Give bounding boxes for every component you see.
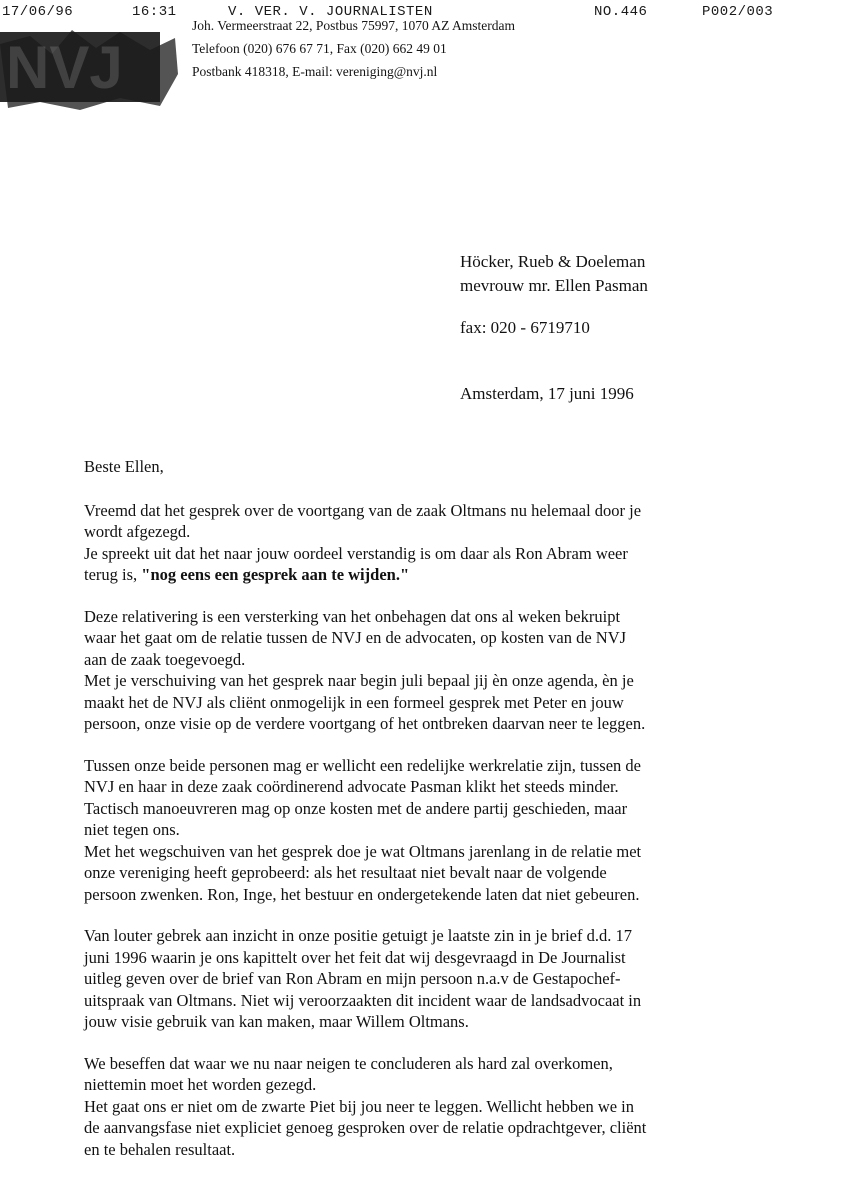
recipient-firm: Höcker, Rueb & Doeleman — [460, 252, 646, 271]
salutation: Beste Ellen, — [84, 457, 164, 476]
paragraph-line: NVJ en haar in deze zaak coördinerend advocate Pasman klikt het steeds minder. — [84, 777, 619, 796]
paragraph-line: Deze relativering is een versterking van het onbehagen dat ons al weken bekruipt — [84, 606, 621, 626]
paragraph-line: uitleg geven over de brief van Ron Abram en mijn persoon n.a.v de Gestapochef- — [84, 969, 621, 988]
recipient-name: mevrouw mr. Ellen Pasman — [460, 276, 648, 295]
fax-number: NO.446 — [594, 4, 648, 20]
paragraph-line: onze vereniging heeft geprobeerd: als het resultaat niet bevalt naar de volgende — [84, 863, 607, 882]
quoted-phrase: "nog eens een gesprek aan te wijden." — [141, 565, 410, 584]
paragraph-line: persoon zwenken. Ron, Inge, het bestuur en ondergetekende laten dat niet gebeuren. — [84, 884, 640, 904]
paragraph-line: Met je verschuiving van het gesprek naar begin juli bepaal jij èn onze agenda, èn je — [84, 671, 634, 690]
paragraph-line: waar het gaat om de relatie tussen de NVJ en de advocaten, op kosten van de NVJ — [84, 628, 627, 647]
paragraph-line: We beseffen dat waar we nu naar neigen te concluderen als hard zal overkomen, — [84, 1053, 613, 1073]
fax-date: 17/06/96 — [2, 4, 74, 20]
paragraph-line: Tactisch manoeuvreren mag op onze kosten met de andere partij geschieden, maar — [84, 798, 628, 818]
letterhead-bank-email: Postbank 418318, E-mail: vereniging@nvj.nl — [192, 64, 438, 79]
paragraph-5 — [84, 1053, 854, 1161]
paragraph-line: jouw visie gebruik van kan maken, maar Willem Oltmans. — [84, 1012, 469, 1031]
paragraph-line: Vreemd dat het gesprek over de voortgang van de zaak Oltmans nu helemaal door je — [84, 500, 642, 520]
paragraph-line: Tussen onze beide personen mag er wellicht een redelijke werkrelatie zijn, tussen de — [84, 755, 641, 775]
nvj-logo — [0, 14, 180, 110]
paragraph-3 — [84, 755, 854, 906]
paragraph-line: niettemin moet het worden gezegd. — [84, 1075, 317, 1094]
paragraph-line: Met het wegschuiven van het gesprek doe je wat Oltmans jarenlang in de relatie met — [84, 841, 642, 861]
paragraph-4 — [84, 925, 854, 1033]
paragraph-line: Je spreekt uit dat het naar jouw oordeel verstandig is om daar als Ron Abram weer — [84, 543, 628, 563]
paragraph-line: de aanvangsfase niet expliciet genoeg gesproken over de relatie opdrachtgever, cliënt — [84, 1118, 647, 1137]
paragraph-line: niet tegen ons. — [84, 820, 180, 839]
paragraph-line-start: terug is, — [84, 565, 142, 584]
paragraph-line: aan de zaak toegevoegd. — [84, 649, 246, 669]
logo-lettering: NVJ — [6, 34, 123, 101]
paragraph-line: Het gaat ons er niet om de zwarte Piet bij jou neer te leggen. Wellicht hebben we in — [84, 1096, 635, 1116]
letterhead-address: Joh. Vermeerstraat 22, Postbus 75997, 1070 AZ Amsterdam — [192, 18, 515, 33]
letterhead-phone-fax: Telefoon (020) 676 67 71, Fax (020) 662 49 01 — [192, 41, 447, 56]
recipient-block — [460, 250, 648, 298]
paragraph-line: juni 1996 waarin je ons kapittelt over het feit dat wij desgevraagd in De Journalist — [84, 947, 626, 967]
fax-sender: V. VER. V. JOURNALISTEN — [228, 4, 433, 20]
letterhead-contact — [192, 14, 515, 83]
paragraph-line: maakt het de NVJ als cliënt onmogelijk in een formeel gesprek met Peter en jouw — [84, 692, 624, 712]
paragraph-line: wordt afgezegd. — [84, 522, 191, 541]
recipient-fax: fax: 020 - 6719710 — [460, 318, 590, 337]
letter-body — [84, 456, 854, 1180]
paragraph-line: uitspraak van Oltmans. Niet wij veroorzaakten dit incident waar de landsadvocaat in — [84, 990, 642, 1010]
letter-dateline: Amsterdam, 17 juni 1996 — [460, 384, 634, 403]
paragraph-line: persoon, onze visie op de verdere voortgang of het ontbreken daarvan neer te leggen. — [84, 714, 646, 733]
nvj-logo-graphic — [0, 14, 180, 110]
paragraph-line — [84, 564, 854, 586]
fax-time: 16:31 — [132, 4, 177, 20]
fax-page: P002/003 — [702, 4, 774, 20]
paragraph-1 — [84, 500, 854, 586]
paragraph-line: Van louter gebrek aan inzicht in onze positie getuigt je laatste zin in je brief d.d. 17 — [84, 926, 632, 945]
paragraph-2 — [84, 606, 854, 735]
paragraph-line: en te behalen resultaat. — [84, 1139, 236, 1159]
